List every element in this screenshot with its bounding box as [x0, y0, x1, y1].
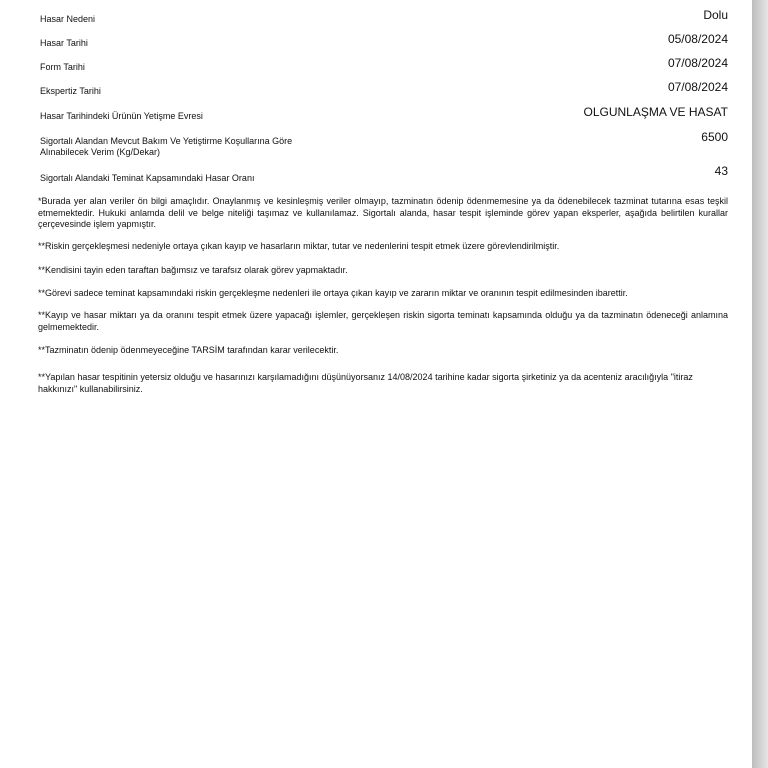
note-paragraph: **Riskin gerçekleşmesi nedeniyle ortaya çıkan kayıp ve hasarların miktar, tutar ve nedenlerini tespit etmek üzere görevlendirilmiştir. — [38, 241, 560, 251]
note-paragraph: **Görevi sadece teminat kapsamındaki riskin gerçekleşme nedenleri ile ortaya çıkan kayıp ve zararın miktar ve oranının tespit edilmesinden ibarettir. — [38, 288, 628, 298]
page-edge-shadow — [752, 0, 768, 768]
disclaimer-notes — [38, 345, 728, 357]
note-paragraph: **Kayıp ve hasar miktarı ya da oranını tespit etmek üzere yapacağı işlemler, gerçekleşen riskin sigorta teminatı kapsamında olduğu ya da tazminatın ödeneceği anlamına gelmemektedir. — [38, 310, 728, 332]
field-value: 07/08/2024 — [667, 80, 728, 94]
field-label: Hasar Tarihindeki Ürünün Yetişme Evresi — [40, 111, 203, 121]
note-paragraph: **Yapılan hasar tespitinin yetersiz olduğu ve hasarınızı karşılamadığını düşünüyorsanız 14/08/2024 tarihine kadar sigorta şirketiniz ya da acenteniz aracılığıyla "itiraz hakkınızı" kullanabilirsiniz. — [38, 372, 693, 394]
field-label: Ekspertiz Tarihi — [40, 86, 101, 96]
note-paragraph: *Burada yer alan veriler ön bilgi amaçlıdır. Onaylanmış ve kesinleşmiş veriler olmayıp, tazminatın ödenip ödenmemesine ya da ödenebilecek tazminat tutarına esas teşkil etmemektedir. Hukuki anlamda delil ve belge niteliği taşımaz ve kullanılamaz. Sigortalı alanda, hasar tespit işleminde görev yapan eksperler, aşağıda belirtilen kurallar çerçevesinde işlem yapmıştır. — [38, 196, 728, 229]
field-value: Dolu — [703, 8, 728, 22]
field-label: Hasar Nedeni — [40, 14, 96, 24]
field-value: 07/08/2024 — [667, 56, 728, 70]
disclaimer-notes — [38, 196, 728, 231]
disclaimer-notes — [38, 372, 728, 395]
field-value: OLGUNLAŞMA VE HASAT — [583, 105, 728, 119]
disclaimer-notes — [38, 310, 728, 333]
field-label: Sigortalı Alandaki Teminat Kapsamındaki Hasar Oranı — [40, 173, 255, 183]
disclaimer-notes — [38, 288, 728, 300]
field-value: 6500 — [701, 130, 728, 144]
field-label: Form Tarihi — [40, 62, 85, 72]
note-paragraph: **Kendisini tayin eden taraftan bağımsız ve tarafsız olarak görev yapmaktadır. — [38, 265, 348, 275]
disclaimer-notes — [38, 241, 728, 253]
field-value: 43 — [714, 164, 728, 178]
field-label: Hasar Tarihi — [40, 38, 88, 48]
note-paragraph: **Tazminatın ödenip ödenmeyeceğine TARSİM tarafından karar verilecektir. — [38, 345, 339, 355]
field-label: Sigortalı Alandan Mevcut Bakım Ve Yetiştirme Koşullarına Göre Alınabilecek Verim (Kg/Dekar) — [40, 136, 293, 157]
field-value: 05/08/2024 — [667, 32, 728, 46]
disclaimer-notes — [38, 265, 728, 277]
